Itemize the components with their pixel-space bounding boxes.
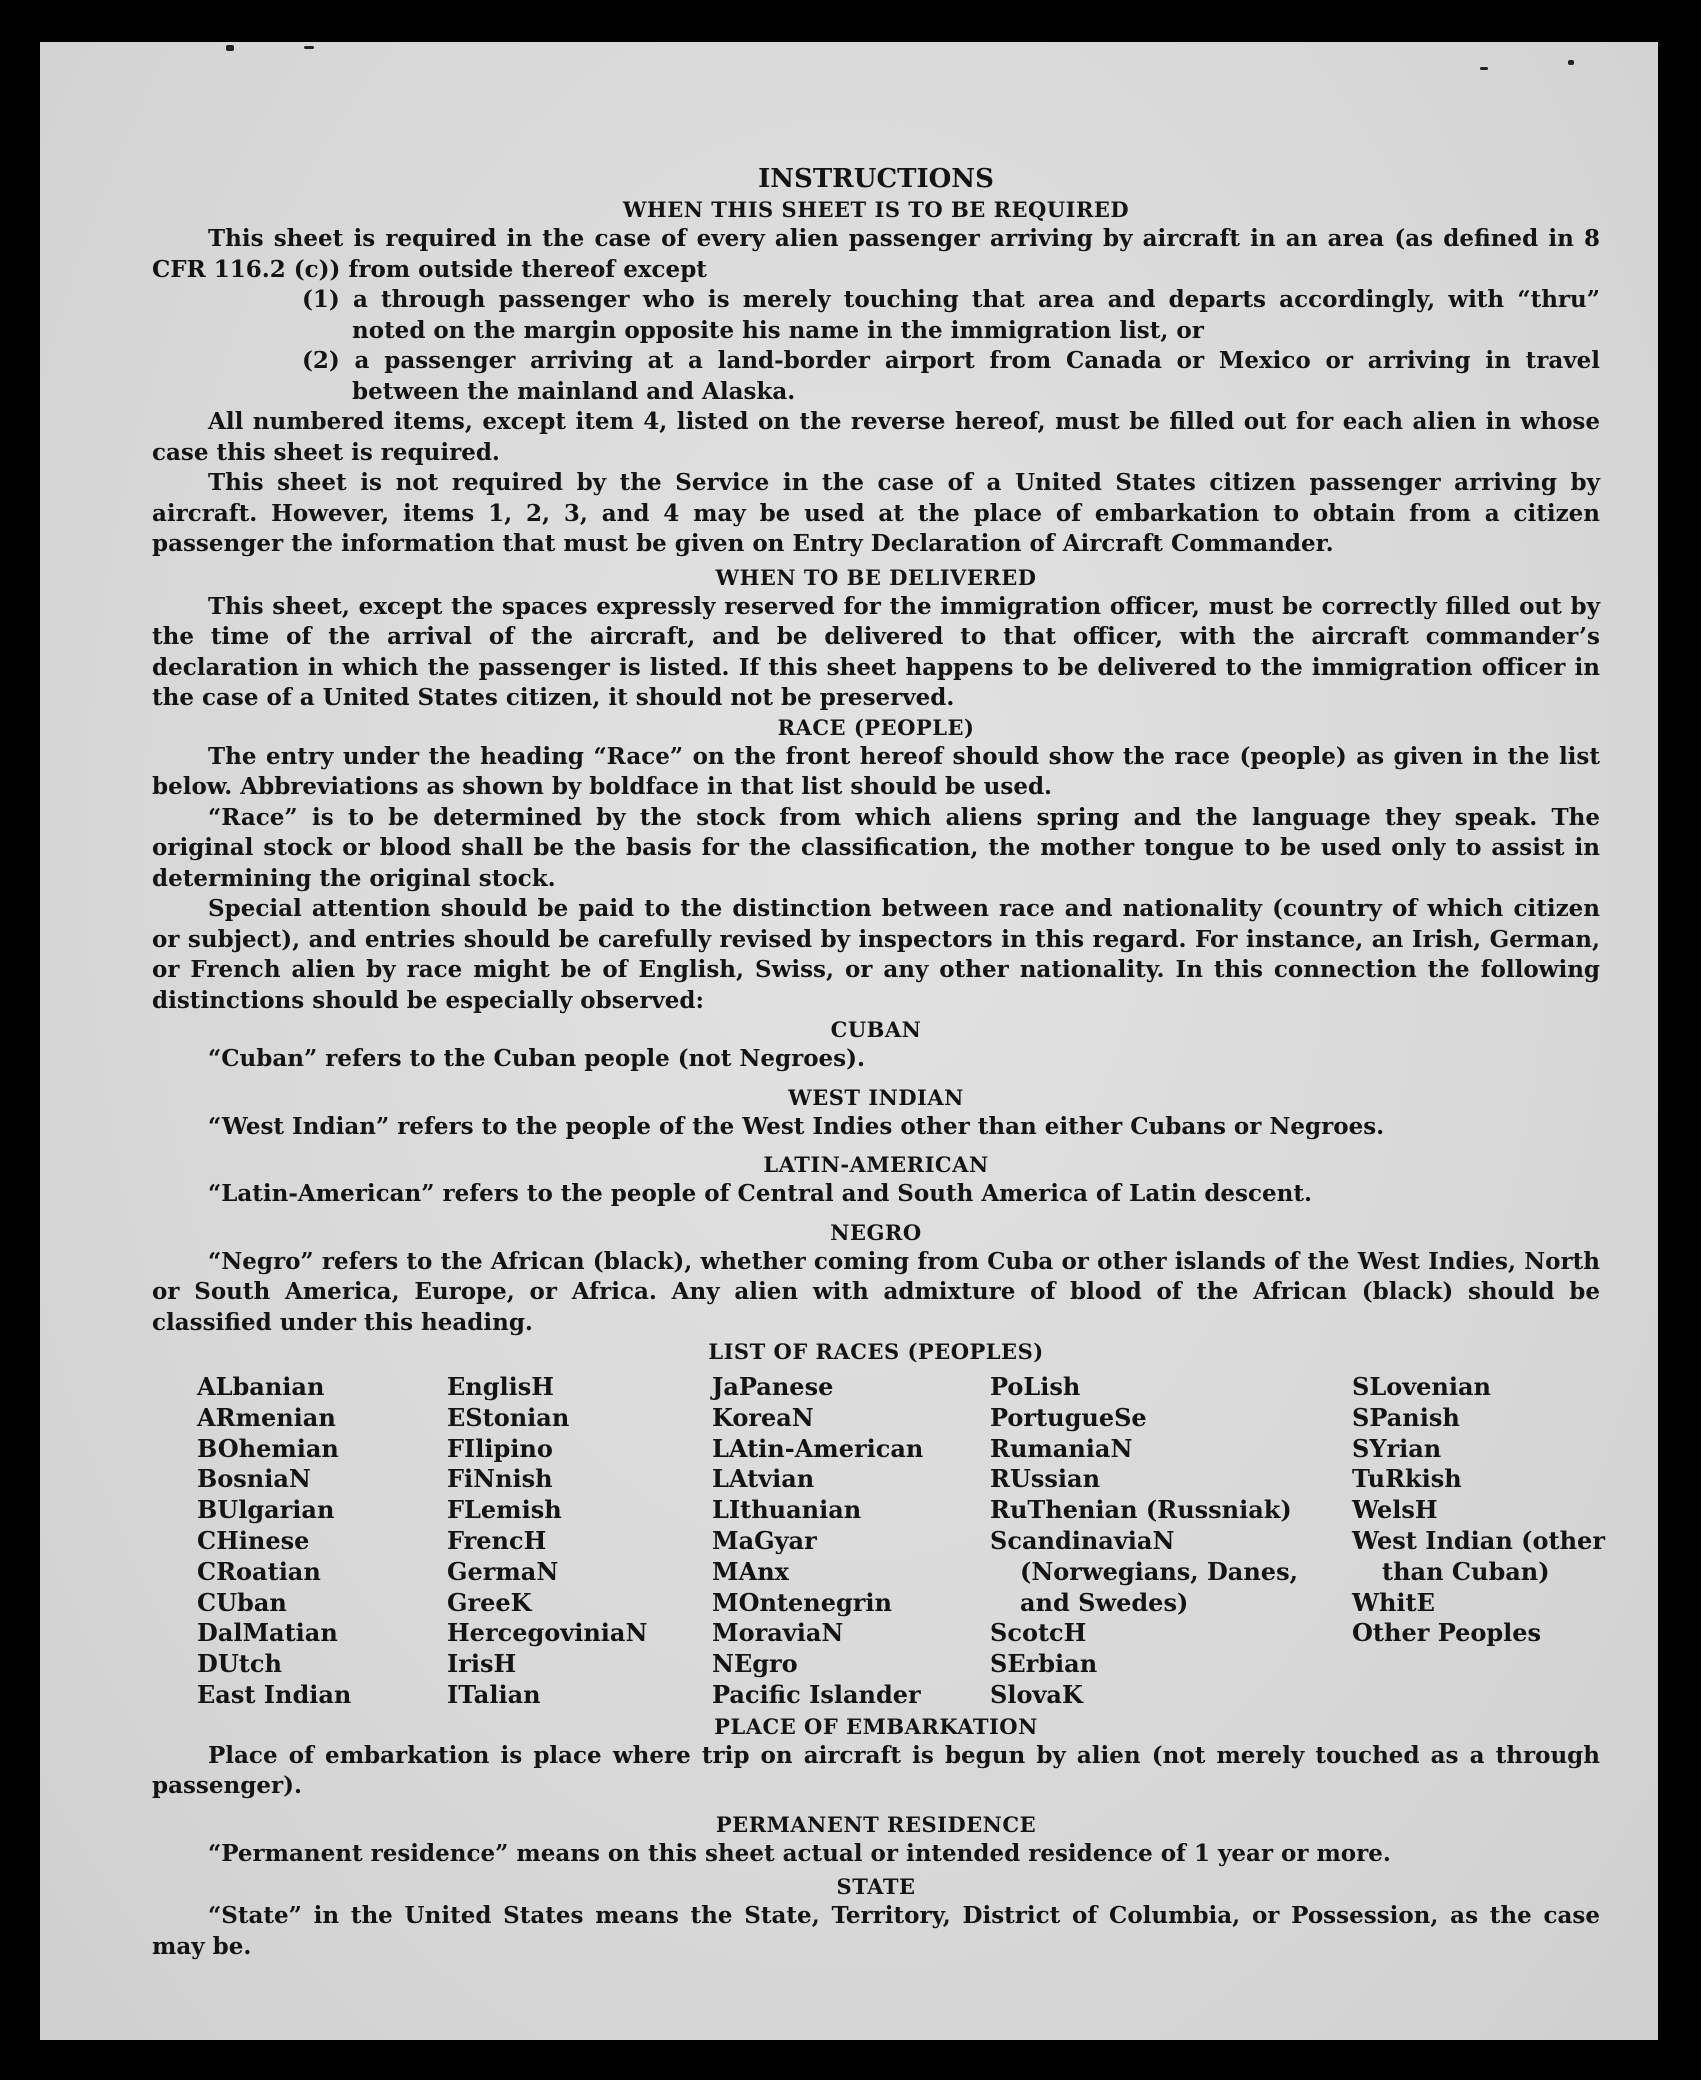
race-item: WelsH	[1352, 1495, 1438, 1525]
race-item: RumaniaN	[990, 1433, 1133, 1463]
race-item: Pacific Islander	[712, 1679, 921, 1709]
race-column	[447, 1372, 712, 1711]
race-item: ScotcH	[990, 1618, 1087, 1648]
race-item: KoreaN	[712, 1402, 814, 1432]
race-item: TuRkish	[1352, 1464, 1462, 1494]
race-item: FIlipino	[447, 1433, 553, 1463]
race-item: SlovaK	[990, 1679, 1083, 1709]
race-column	[1352, 1372, 1612, 1711]
race-item: BosniaN	[197, 1464, 311, 1494]
heading-state: STATE	[836, 1874, 916, 1900]
race-item: PortugueSe	[990, 1402, 1147, 1432]
race-item: MaGyar	[712, 1525, 817, 1555]
race-column	[712, 1372, 990, 1711]
page-title: INSTRUCTIONS	[758, 164, 994, 194]
embarkation-text: Place of embarkation is place where trip on aircraft is begun by alien (not merely touched as a through passenger).	[152, 1741, 1600, 1800]
race-item: FLemish	[447, 1495, 562, 1525]
heading-negro: NEGRO	[830, 1219, 922, 1245]
race-item: BUlgarian	[197, 1495, 335, 1525]
race-item: West Indian (other than Cuban)	[1352, 1525, 1605, 1586]
race-para-3: Special attention should be paid to the distinction between race and nationality (country of which citizen or subject), and entries should be carefully revised by inspectors in this regard. For instance, an Irish, German, or French alien by race might be of English, Swiss, or any other nationality. In this connection the following distinctions should be especially observed:	[152, 895, 1600, 1014]
race-item: GreeK	[447, 1587, 532, 1617]
race-column	[197, 1372, 447, 1711]
cuban-text: “Cuban” refers to the Cuban people (not Negroes).	[208, 1045, 866, 1072]
race-item: BOhemian	[197, 1433, 339, 1463]
race-item: SYrian	[1352, 1433, 1442, 1463]
heading-list-of-races: LIST OF RACES (PEOPLES)	[708, 1339, 1044, 1364]
race-item: ITalian	[447, 1679, 541, 1709]
race-item: LAtvian	[712, 1464, 815, 1494]
race-item: Other Peoples	[1352, 1618, 1542, 1648]
race-item: MAnx	[712, 1556, 789, 1586]
race-item: EnglisH	[447, 1372, 554, 1401]
document-page	[40, 42, 1658, 2040]
delivered-text: This sheet, except the spaces expressly reserved for the immigration officer, must be correctly filled out by the time of the arrival of the aircraft, and be delivered to that officer, with the aircraft commander’s declaration in which the passenger is listed. If this sheet happens to be delivered to the immigration officer in the case of a United States citizen, it should not be preserved.	[152, 592, 1600, 711]
speck	[1568, 60, 1574, 65]
race-item: GermaN	[447, 1556, 559, 1586]
race-item: FiNnish	[447, 1464, 553, 1494]
race-item: JaPanese	[712, 1372, 834, 1401]
speck	[226, 45, 234, 51]
heading-race: RACE (PEOPLE)	[777, 714, 975, 740]
required-intro: This sheet is required in the case of every alien passenger arriving by aircraft in an area (as defined in 8 CFR 116.2 (c)) from outside thereof except	[152, 225, 1600, 283]
race-item: EStonian	[447, 1402, 570, 1432]
race-list	[197, 1372, 1605, 1711]
speck	[304, 46, 314, 49]
race-item: LAtin-American	[712, 1433, 924, 1463]
race-item: PoLish	[990, 1372, 1081, 1401]
race-item: ARmenian	[197, 1402, 336, 1432]
race-item: MOntenegrin	[712, 1587, 892, 1617]
race-item: CRoatian	[197, 1556, 321, 1586]
heading-latin-american: LATIN-AMERICAN	[763, 1152, 989, 1177]
race-item: SLovenian	[1352, 1372, 1491, 1401]
heading-cuban: CUBAN	[830, 1017, 922, 1042]
race-item: East Indian	[197, 1679, 352, 1709]
race-para-1: The entry under the heading “Race” on the front hereof should show the race (people) as given in the list below. Abbreviations as shown by boldface in that list should be used.	[152, 742, 1600, 800]
race-item: SPanish	[1352, 1402, 1460, 1432]
required-item-2: (2) a passenger arriving at a land-border airport from Canada or Mexico or arriving in travel between the mainland and Alaska.	[302, 347, 1600, 405]
required-para-2: All numbered items, except item 4, listed on the reverse hereof, must be filled out for each alien in whose case this sheet is required.	[152, 408, 1600, 466]
race-item: IrisH	[447, 1649, 517, 1679]
race-item: WhitE	[1352, 1587, 1435, 1617]
race-item: CHinese	[197, 1525, 310, 1555]
race-item: HercegoviniaN	[447, 1618, 648, 1648]
race-item: LIthuanian	[712, 1495, 862, 1525]
west-indian-text: “West Indian” refers to the people of the West Indies other than either Cubans or Negroes.	[208, 1112, 1385, 1140]
required-para-3: This sheet is not required by the Service in the case of a United States citizen passenger arriving by aircraft. However, items 1, 2, 3, and 4 may be used at the place of embarkation to obtain from a citizen passenger the information that must be given on Entry Declaration of Aircraft Commander.	[152, 469, 1600, 557]
race-item: RUssian	[990, 1464, 1101, 1494]
race-item: CUban	[197, 1587, 287, 1617]
residence-text: “Permanent residence” means on this sheet actual or intended residence of 1 year or more.	[208, 1839, 1391, 1867]
latin-american-text: “Latin-American” refers to the people of Central and South America of Latin descent.	[208, 1180, 1312, 1207]
required-item-1: (1) a through passenger who is merely touching that area and departs accordingly, with “thru” noted on the margin opposite his name in the immigration list, or	[302, 286, 1600, 344]
speck	[1480, 67, 1488, 70]
heading-permanent-residence: PERMANENT RESIDENCE	[715, 1811, 1037, 1837]
race-item: ScandinaviaN (Norwegians, Danes, and Swedes)	[990, 1525, 1298, 1617]
negro-text: “Negro” refers to the African (black), whether coming from Cuba or other islands of the West Indies, North or South America, Europe, or Africa. Any alien with admixture of blood of the African (black) should be classified under this heading.	[152, 1247, 1600, 1336]
race-column	[990, 1372, 1352, 1711]
race-item: RuThenian (Russniak)	[990, 1495, 1292, 1525]
race-para-2: “Race” is to be determined by the stock from which aliens spring and the language they speak. The original stock or blood shall be the basis for the classification, the mother tongue to be used only to assist in determining the original stock.	[152, 803, 1600, 892]
heading-west-indian: WEST INDIAN	[788, 1084, 964, 1110]
race-item: FrencH	[447, 1525, 547, 1555]
heading-when-delivered: WHEN TO BE DELIVERED	[715, 564, 1037, 590]
heading-place-of-embarkation: PLACE OF EMBARKATION	[714, 1713, 1038, 1739]
race-item: MoraviaN	[712, 1618, 844, 1648]
state-text: “State” in the United States means the State, Territory, District of Columbia, or Possession, as the case may be.	[152, 1902, 1600, 1960]
heading-when-required: WHEN THIS SHEET IS TO BE REQUIRED	[622, 197, 1130, 222]
race-item: ALbanian	[197, 1372, 325, 1401]
instructions-content	[152, 162, 1605, 1962]
race-item: DalMatian	[197, 1618, 338, 1648]
race-item: DUtch	[197, 1649, 282, 1679]
race-item: NEgro	[712, 1649, 798, 1679]
race-item: SErbian	[990, 1649, 1098, 1679]
